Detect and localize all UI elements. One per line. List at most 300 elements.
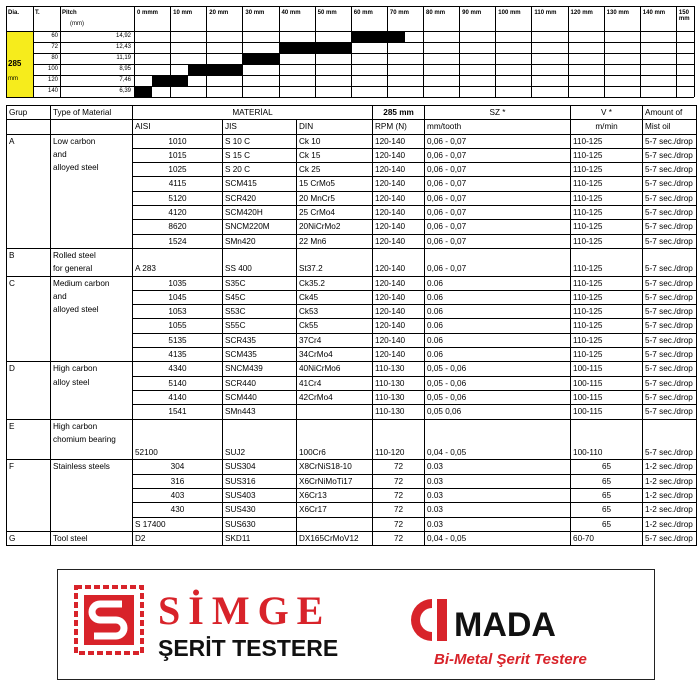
cell-mist-oil: 1-2 sec./drop — [643, 474, 697, 488]
pitch-row-t: 72 — [51, 44, 58, 50]
cell-aisi: 304 — [133, 460, 223, 474]
material-type-line: High carbon — [53, 421, 98, 431]
cell-rpm: 120-140 — [373, 234, 425, 248]
group-letter: C — [7, 276, 51, 362]
cell-rpm: 120-140 — [373, 348, 425, 362]
cell-din: Ck35.2 — [297, 276, 373, 290]
pitch-mm-label: 80 mm — [426, 10, 446, 16]
cell-sz: 0.03 — [425, 460, 571, 474]
cell-jis: S35C — [223, 276, 297, 290]
cell-mist-oil: 5-7 sec./drop — [643, 362, 697, 376]
cell-jis: SCR420 — [223, 191, 297, 205]
pitch-mm-label: 70 mm — [389, 10, 409, 16]
material-type-line: alloyed steel — [53, 163, 99, 173]
cell-aisi: S 17400 — [133, 517, 223, 531]
header-rpm-n: RPM (N) — [373, 120, 425, 134]
cell-v: 65 — [571, 503, 643, 517]
cell-mist-oil: 5-7 sec./drop — [643, 134, 697, 148]
cell-aisi: 5135 — [133, 333, 223, 347]
cell-sz: 0,06 - 0,07 — [425, 163, 571, 177]
cell-jis: SMn443 — [223, 405, 297, 419]
cell-v: 100-110 — [571, 419, 643, 460]
grid-line — [676, 6, 677, 97]
header-jis: JIS — [223, 120, 297, 134]
cell-sz: 0.06 — [425, 305, 571, 319]
grid-line — [60, 6, 61, 97]
cell-mist-oil: 5-7 sec./drop — [643, 305, 697, 319]
cell-rpm: 120-140 — [373, 163, 425, 177]
cell-din: Ck 15 — [297, 148, 373, 162]
cell-din: Ck55 — [297, 319, 373, 333]
cell-sz: 0,06 - 0,07 — [425, 234, 571, 248]
pitch-table — [6, 6, 694, 97]
cell-rpm: 120-140 — [373, 191, 425, 205]
cell-din: 25 CrMo4 — [297, 206, 373, 220]
cell-rpm: 72 — [373, 503, 425, 517]
pitch-row-t: 100 — [47, 66, 58, 72]
cell-din: St37.2 — [297, 248, 373, 276]
dia-unit: mm — [8, 76, 18, 82]
cell-rpm: 72 — [373, 517, 425, 531]
cell-mist-oil: 5-7 sec./drop — [643, 531, 697, 545]
cell-rpm: 72 — [373, 474, 425, 488]
pitch-mm-label: 40 mm — [281, 10, 301, 16]
cell-jis: S45C — [223, 290, 297, 304]
cell-sz: 0,06 - 0,07 — [425, 177, 571, 191]
cell-din: Ck45 — [297, 290, 373, 304]
cell-jis: SMn420 — [223, 234, 297, 248]
cell-jis: SCM420H — [223, 206, 297, 220]
cell-aisi: 4140 — [133, 390, 223, 404]
cell-aisi: 8620 — [133, 220, 223, 234]
pitch-mm-label: 20 mm — [209, 10, 229, 16]
cell-sz: 0,05 - 0,06 — [425, 362, 571, 376]
cell-aisi: 1010 — [133, 134, 223, 148]
grid-line — [495, 6, 496, 97]
cell-din: Ck53 — [297, 305, 373, 319]
cell-sz: 0,05 - 0,06 — [425, 376, 571, 390]
header-aisi: AISI — [133, 120, 223, 134]
pitch-row-t: 80 — [51, 55, 58, 61]
cell-sz: 0,06 - 0,07 — [425, 134, 571, 148]
pitch-bar — [351, 31, 405, 42]
cell-rpm: 120-140 — [373, 290, 425, 304]
cell-din: 100Cr6 — [297, 419, 373, 460]
cell-v: 110-125 — [571, 248, 643, 276]
cell-aisi: 52100 — [133, 419, 223, 460]
pitch-mm-label: 60 mm — [353, 10, 373, 16]
cell-sz: 0.06 — [425, 276, 571, 290]
header-sz: SZ * — [425, 106, 571, 120]
cell-v: 65 — [571, 489, 643, 503]
pitch-row-pitch: 14,92 — [115, 33, 131, 39]
cell-jis: S53C — [223, 305, 297, 319]
cell-rpm: 110-120 — [373, 419, 425, 460]
table-row — [7, 134, 697, 148]
grid-line — [33, 53, 694, 54]
cell-sz: 0,04 - 0,05 — [425, 419, 571, 460]
cell-v: 110-125 — [571, 206, 643, 220]
amada-brand-subtitle: Bi-Metal Şerit Testere — [434, 651, 587, 668]
amada-brand-name: MADA — [454, 606, 556, 644]
cell-aisi: 1045 — [133, 290, 223, 304]
material-type-line: Tool steel — [53, 533, 88, 543]
material-type — [51, 531, 133, 545]
cell-rpm: 110-130 — [373, 405, 425, 419]
cell-din: 40NiCrMo6 — [297, 362, 373, 376]
cell-din: 37Cr4 — [297, 333, 373, 347]
cell-din: X6Cr17 — [297, 503, 373, 517]
pitch-mm-label: 90 mm — [462, 10, 482, 16]
table-row — [7, 276, 697, 290]
pitch-row-pitch: 11,19 — [116, 55, 131, 61]
material-table — [6, 105, 697, 546]
pitch-mm-label: 130 mm — [606, 10, 630, 16]
material-type-line: chomium bearing — [53, 434, 116, 444]
cell-mist-oil: 5-7 sec./drop — [643, 163, 697, 177]
cell-sz: 0.03 — [425, 517, 571, 531]
cell-din: 15 CrMo5 — [297, 177, 373, 191]
cell-din: X6CrNiMoTi17 — [297, 474, 373, 488]
cell-rpm: 120-140 — [373, 206, 425, 220]
material-type-line: Low carbon — [53, 136, 96, 146]
simge-brand-subtitle: ŞERİT TESTERE — [158, 635, 339, 661]
cell-v: 110-125 — [571, 148, 643, 162]
header-mist-oil: Mist oil — [643, 120, 697, 134]
material-type — [51, 276, 133, 362]
cell-mist-oil: 5-7 sec./drop — [643, 177, 697, 191]
pitch-mm-label: 30 mm — [245, 10, 265, 16]
grid-line — [387, 6, 388, 97]
group-letter: E — [7, 419, 51, 460]
grid-line — [33, 42, 694, 43]
table-row — [7, 362, 697, 376]
pitch-header-t: T. — [35, 10, 40, 16]
cell-rpm: 120-140 — [373, 333, 425, 347]
cell-mist-oil: 5-7 sec./drop — [643, 405, 697, 419]
cell-sz: 0.03 — [425, 489, 571, 503]
logo-banner — [57, 569, 655, 680]
table-header-row — [7, 106, 697, 120]
cell-din: 22 Mn6 — [297, 234, 373, 248]
grid-line — [351, 6, 352, 97]
cell-sz: 0.03 — [425, 474, 571, 488]
cell-jis: SUS316 — [223, 474, 297, 488]
group-letter: D — [7, 362, 51, 419]
grid-line — [33, 6, 34, 97]
grid-line — [568, 6, 569, 97]
cell-rpm: 72 — [373, 460, 425, 474]
grid-line — [33, 64, 694, 65]
pitch-header-dia: Dia. — [8, 10, 20, 16]
pitch-row-t: 140 — [47, 88, 58, 94]
cell-din: Ck 25 — [297, 163, 373, 177]
cell-mist-oil: 5-7 sec./drop — [643, 390, 697, 404]
grid-line — [279, 6, 280, 97]
cell-v: 100-115 — [571, 362, 643, 376]
cell-jis: SKD11 — [223, 531, 297, 545]
cell-rpm: 120-140 — [373, 305, 425, 319]
cell-v: 110-125 — [571, 319, 643, 333]
header-din: DIN — [297, 120, 373, 134]
cell-sz: 0,05 - 0,06 — [425, 390, 571, 404]
cell-v: 65 — [571, 474, 643, 488]
cell-jis: SUS304 — [223, 460, 297, 474]
group-letter: B — [7, 248, 51, 276]
material-type — [51, 248, 133, 276]
cell-jis: SCM435 — [223, 348, 297, 362]
header-material: MATERİAL — [133, 106, 373, 120]
header-v: V * — [571, 106, 643, 120]
header-type: Type of Material — [51, 106, 133, 120]
material-type — [51, 134, 133, 248]
cell-din: DX165CrMoV12 — [297, 531, 373, 545]
cell-din: 20 MnCr5 — [297, 191, 373, 205]
pitch-row-pitch: 12,43 — [115, 44, 131, 50]
cell-rpm: 120-140 — [373, 319, 425, 333]
cell-v: 60-70 — [571, 531, 643, 545]
cell-aisi: 1055 — [133, 319, 223, 333]
cell-aisi: 1035 — [133, 276, 223, 290]
cell-mist-oil: 1-2 sec./drop — [643, 460, 697, 474]
grid-line — [242, 6, 243, 97]
cell-aisi: 1524 — [133, 234, 223, 248]
cell-sz: 0,05 0,06 — [425, 405, 571, 419]
cell-jis: SCM440 — [223, 390, 297, 404]
cell-din: Ck 10 — [297, 134, 373, 148]
pitch-row-t: 60 — [51, 33, 58, 39]
header-sz-unit: mm/tooth — [425, 120, 571, 134]
cell-aisi: 1541 — [133, 405, 223, 419]
cell-jis: SCR440 — [223, 376, 297, 390]
cell-sz: 0,06 - 0,07 — [425, 191, 571, 205]
cell-jis: SNCM220M — [223, 220, 297, 234]
cell-v: 110-125 — [571, 333, 643, 347]
cell-aisi: 5140 — [133, 376, 223, 390]
cell-aisi: 4120 — [133, 206, 223, 220]
cell-mist-oil: 5-7 sec./drop — [643, 191, 697, 205]
cell-aisi: 430 — [133, 503, 223, 517]
cell-aisi: D2 — [133, 531, 223, 545]
header-rpm: 285 mm — [373, 106, 425, 120]
material-type-line: alloyed steel — [53, 305, 99, 315]
cell-v: 110-125 — [571, 276, 643, 290]
cell-rpm: 120-140 — [373, 148, 425, 162]
cell-sz: 0,06 - 0,07 — [425, 148, 571, 162]
cell-aisi: 316 — [133, 474, 223, 488]
cell-v: 65 — [571, 517, 643, 531]
cell-mist-oil: 5-7 sec./drop — [643, 290, 697, 304]
grid-line — [531, 6, 532, 97]
group-letter: A — [7, 134, 51, 248]
cell-jis: SUS630 — [223, 517, 297, 531]
grid-line — [6, 97, 694, 98]
cell-sz: 0,04 - 0,05 — [425, 531, 571, 545]
cell-v: 110-125 — [571, 348, 643, 362]
cell-jis: SCM415 — [223, 177, 297, 191]
table-row — [7, 460, 697, 474]
cell-mist-oil: 5-7 sec./drop — [643, 220, 697, 234]
cell-jis: SCR435 — [223, 333, 297, 347]
cell-rpm: 110-130 — [373, 390, 425, 404]
pitch-mm-label: 0 mmm — [137, 10, 159, 16]
pitch-row-pitch: 7,46 — [119, 77, 131, 83]
cell-rpm: 120-140 — [373, 276, 425, 290]
cell-din — [297, 517, 373, 531]
cell-rpm: 120-140 — [373, 134, 425, 148]
cell-mist-oil: 5-7 sec./drop — [643, 376, 697, 390]
cell-aisi: 1015 — [133, 148, 223, 162]
grid-line — [6, 6, 7, 97]
cell-aisi: 4115 — [133, 177, 223, 191]
cell-jis: SS 400 — [223, 248, 297, 276]
header-v-unit: m/min — [571, 120, 643, 134]
material-type — [51, 460, 133, 531]
cell-aisi: 4340 — [133, 362, 223, 376]
pitch-mm-label: 120 mm — [570, 10, 593, 16]
grid-line — [459, 6, 460, 97]
table-header-row — [7, 120, 697, 134]
pitch-mm-label: 100 mm — [498, 10, 521, 16]
simge-brand-name: SİMGE — [158, 588, 332, 633]
pitch-bar — [188, 64, 242, 75]
cell-mist-oil: 1-2 sec./drop — [643, 489, 697, 503]
cell-din: X6Cr13 — [297, 489, 373, 503]
cell-rpm: 110-130 — [373, 376, 425, 390]
cell-v: 100-115 — [571, 405, 643, 419]
cell-jis: SNCM439 — [223, 362, 297, 376]
pitch-row-pitch: 8,95 — [119, 66, 131, 72]
dia-value: 285 — [8, 59, 22, 68]
group-letter: F — [7, 460, 51, 531]
table-row — [7, 419, 697, 460]
material-type-line: Medium carbon — [53, 278, 110, 288]
cell-rpm: 120-140 — [373, 220, 425, 234]
cell-sz: 0,06 - 0,07 — [425, 248, 571, 276]
grid-line — [604, 6, 605, 97]
pitch-mm-label: 150 mm — [678, 10, 690, 22]
cell-aisi: 1025 — [133, 163, 223, 177]
grid-line — [423, 6, 424, 97]
cell-mist-oil: 5-7 sec./drop — [643, 348, 697, 362]
simge-logo-icon — [76, 587, 142, 653]
cell-sz: 0,06 - 0,07 — [425, 220, 571, 234]
cell-v: 110-125 — [571, 163, 643, 177]
cell-aisi: A 283 — [133, 248, 223, 276]
pitch-mm-label: 10 mm — [173, 10, 193, 16]
cell-mist-oil: 5-7 sec./drop — [643, 148, 697, 162]
cell-sz: 0.06 — [425, 333, 571, 347]
grid-line — [134, 6, 135, 97]
amada-logo-icon — [411, 599, 454, 641]
cell-mist-oil: 5-7 sec./drop — [643, 319, 697, 333]
cell-jis: S 20 C — [223, 163, 297, 177]
header-empty — [51, 120, 133, 134]
cell-jis: S 10 C — [223, 134, 297, 148]
cell-sz: 0,06 - 0,07 — [425, 206, 571, 220]
cell-rpm: 120-140 — [373, 248, 425, 276]
header-amount: Amount of — [643, 106, 697, 120]
cell-mist-oil: 1-2 sec./drop — [643, 503, 697, 517]
cell-din: X8CrNiS18-10 — [297, 460, 373, 474]
cell-din: 41Cr4 — [297, 376, 373, 390]
brand-logos — [58, 570, 654, 679]
cell-mist-oil: 5-7 sec./drop — [643, 206, 697, 220]
header-grup: Grup — [7, 106, 51, 120]
material-type-line: Rolled steel — [53, 250, 96, 260]
cell-din: 20NiCrMo2 — [297, 220, 373, 234]
cell-jis: SUS403 — [223, 489, 297, 503]
pitch-bar — [134, 86, 152, 97]
cell-din — [297, 405, 373, 419]
cell-v: 100-115 — [571, 390, 643, 404]
grid-line — [170, 6, 171, 97]
material-type-line: and — [53, 149, 67, 159]
group-letter: G — [7, 531, 51, 545]
cell-aisi: 5120 — [133, 191, 223, 205]
cell-sz: 0.06 — [425, 348, 571, 362]
material-type-line: alloy steel — [53, 377, 90, 387]
pitch-bar — [242, 53, 278, 64]
material-type-line: Stainless steels — [53, 462, 110, 472]
cell-v: 65 — [571, 460, 643, 474]
cell-aisi: 1053 — [133, 305, 223, 319]
cell-v: 110-125 — [571, 191, 643, 205]
pitch-mm-label: 50 mm — [317, 10, 337, 16]
cell-rpm: 120-140 — [373, 177, 425, 191]
cell-aisi: 403 — [133, 489, 223, 503]
cell-jis: S55C — [223, 319, 297, 333]
cell-mist-oil: 5-7 sec./drop — [643, 419, 697, 460]
grid-line — [33, 75, 694, 76]
cell-din: 34CrMo4 — [297, 348, 373, 362]
grid-line — [206, 6, 207, 97]
cell-sz: 0.06 — [425, 290, 571, 304]
cell-rpm: 110-130 — [373, 362, 425, 376]
grid-line — [33, 86, 694, 87]
cell-v: 110-125 — [571, 234, 643, 248]
pitch-header-pitch: Pitch — [62, 10, 77, 16]
pitch-row-t: 120 — [47, 77, 58, 83]
pitch-mm-label: 140 mm — [642, 10, 666, 16]
material-type-line: and — [53, 291, 67, 301]
cell-jis: S 15 C — [223, 148, 297, 162]
cell-v: 110-125 — [571, 177, 643, 191]
material-type — [51, 362, 133, 419]
material-type-line: for general — [53, 264, 93, 274]
grid-line — [694, 6, 695, 97]
material-type-line: High carbon — [53, 364, 98, 374]
cell-v: 110-125 — [571, 305, 643, 319]
cell-din: 42CrMo4 — [297, 390, 373, 404]
cell-mist-oil: 5-7 sec./drop — [643, 276, 697, 290]
table-row — [7, 248, 697, 276]
cell-mist-oil: 5-7 sec./drop — [643, 234, 697, 248]
cell-aisi: 4135 — [133, 348, 223, 362]
grid-line — [315, 6, 316, 97]
cell-mist-oil: 5-7 sec./drop — [643, 248, 697, 276]
cell-rpm: 72 — [373, 531, 425, 545]
material-type — [51, 419, 133, 460]
cell-v: 100-115 — [571, 376, 643, 390]
cell-v: 110-125 — [571, 134, 643, 148]
cell-mist-oil: 1-2 sec./drop — [643, 517, 697, 531]
cell-jis: SUS430 — [223, 503, 297, 517]
pitch-mm-label: 110 mm — [534, 10, 557, 16]
cell-v: 110-125 — [571, 220, 643, 234]
header-empty — [7, 120, 51, 134]
table-row — [7, 531, 697, 545]
